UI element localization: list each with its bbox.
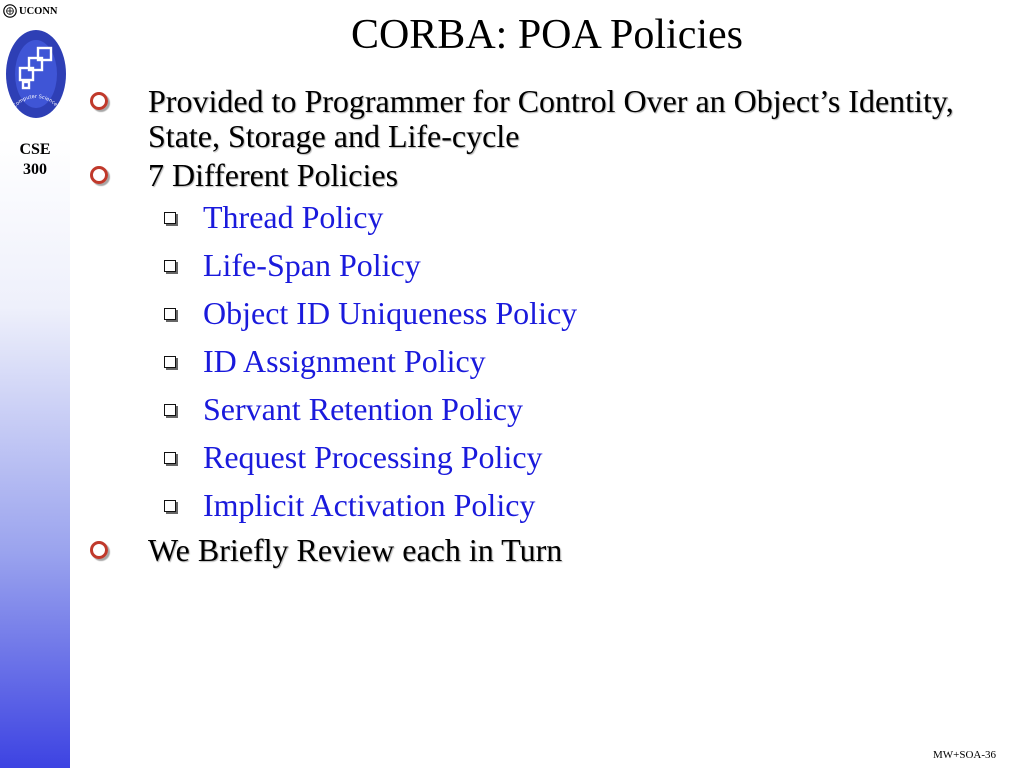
sidebar [0,0,70,768]
subbullet-item [88,289,1013,337]
square-bullet-icon [164,260,176,272]
square-bullet-icon [164,452,176,464]
course-line-2: 300 [23,161,47,178]
slide-title: CORBA: POA Policies [350,12,744,58]
circle-bullet-icon [90,92,108,110]
subbullet-item [88,337,1013,385]
subbullet-item [88,193,1013,241]
circle-bullet-icon [90,541,108,559]
subbullet-item [88,481,1013,529]
seal-icon [3,4,17,18]
bullet-item [88,84,1013,154]
course-line-1: CSE [19,141,51,158]
subbullet-text: Implicit Activation Policy [203,487,536,523]
course-label [0,140,70,180]
square-bullet-icon [164,212,176,224]
logo-ring-text: Computer Science [11,93,59,110]
slide-footer: MW+SOA-36 [932,749,996,761]
subbullet-text: Object ID Uniqueness Policy [203,295,578,331]
square-bullet-icon [164,500,176,512]
subbullet-text: Life-Span Policy [203,247,421,283]
subbullet-text: Request Processing Policy [203,439,543,475]
subbullet-item [88,433,1013,481]
subbullet-text: Servant Retention Policy [203,391,523,427]
slide-content [88,80,1013,568]
circle-bullet-icon [90,166,108,184]
department-logo [3,26,69,118]
bullet-text: We Briefly Review each in Turn [148,532,563,568]
bullet-item [88,533,1013,568]
subbullet-text: ID Assignment Policy [203,343,486,379]
bullet-item [88,158,1013,193]
square-bullet-icon [164,356,176,368]
square-bullet-icon [164,308,176,320]
subbullet-item [88,385,1013,433]
university-header [3,3,58,19]
subbullet-item [88,241,1013,289]
bullet-text: 7 Different Policies [148,157,399,193]
university-name: UCONN [19,5,58,17]
subbullet-text: Thread Policy [203,199,384,235]
square-bullet-icon [164,404,176,416]
bullet-text: Provided to Programmer for Control Over an Object’s Identity, State, Storage and Life-cycle [148,83,954,154]
